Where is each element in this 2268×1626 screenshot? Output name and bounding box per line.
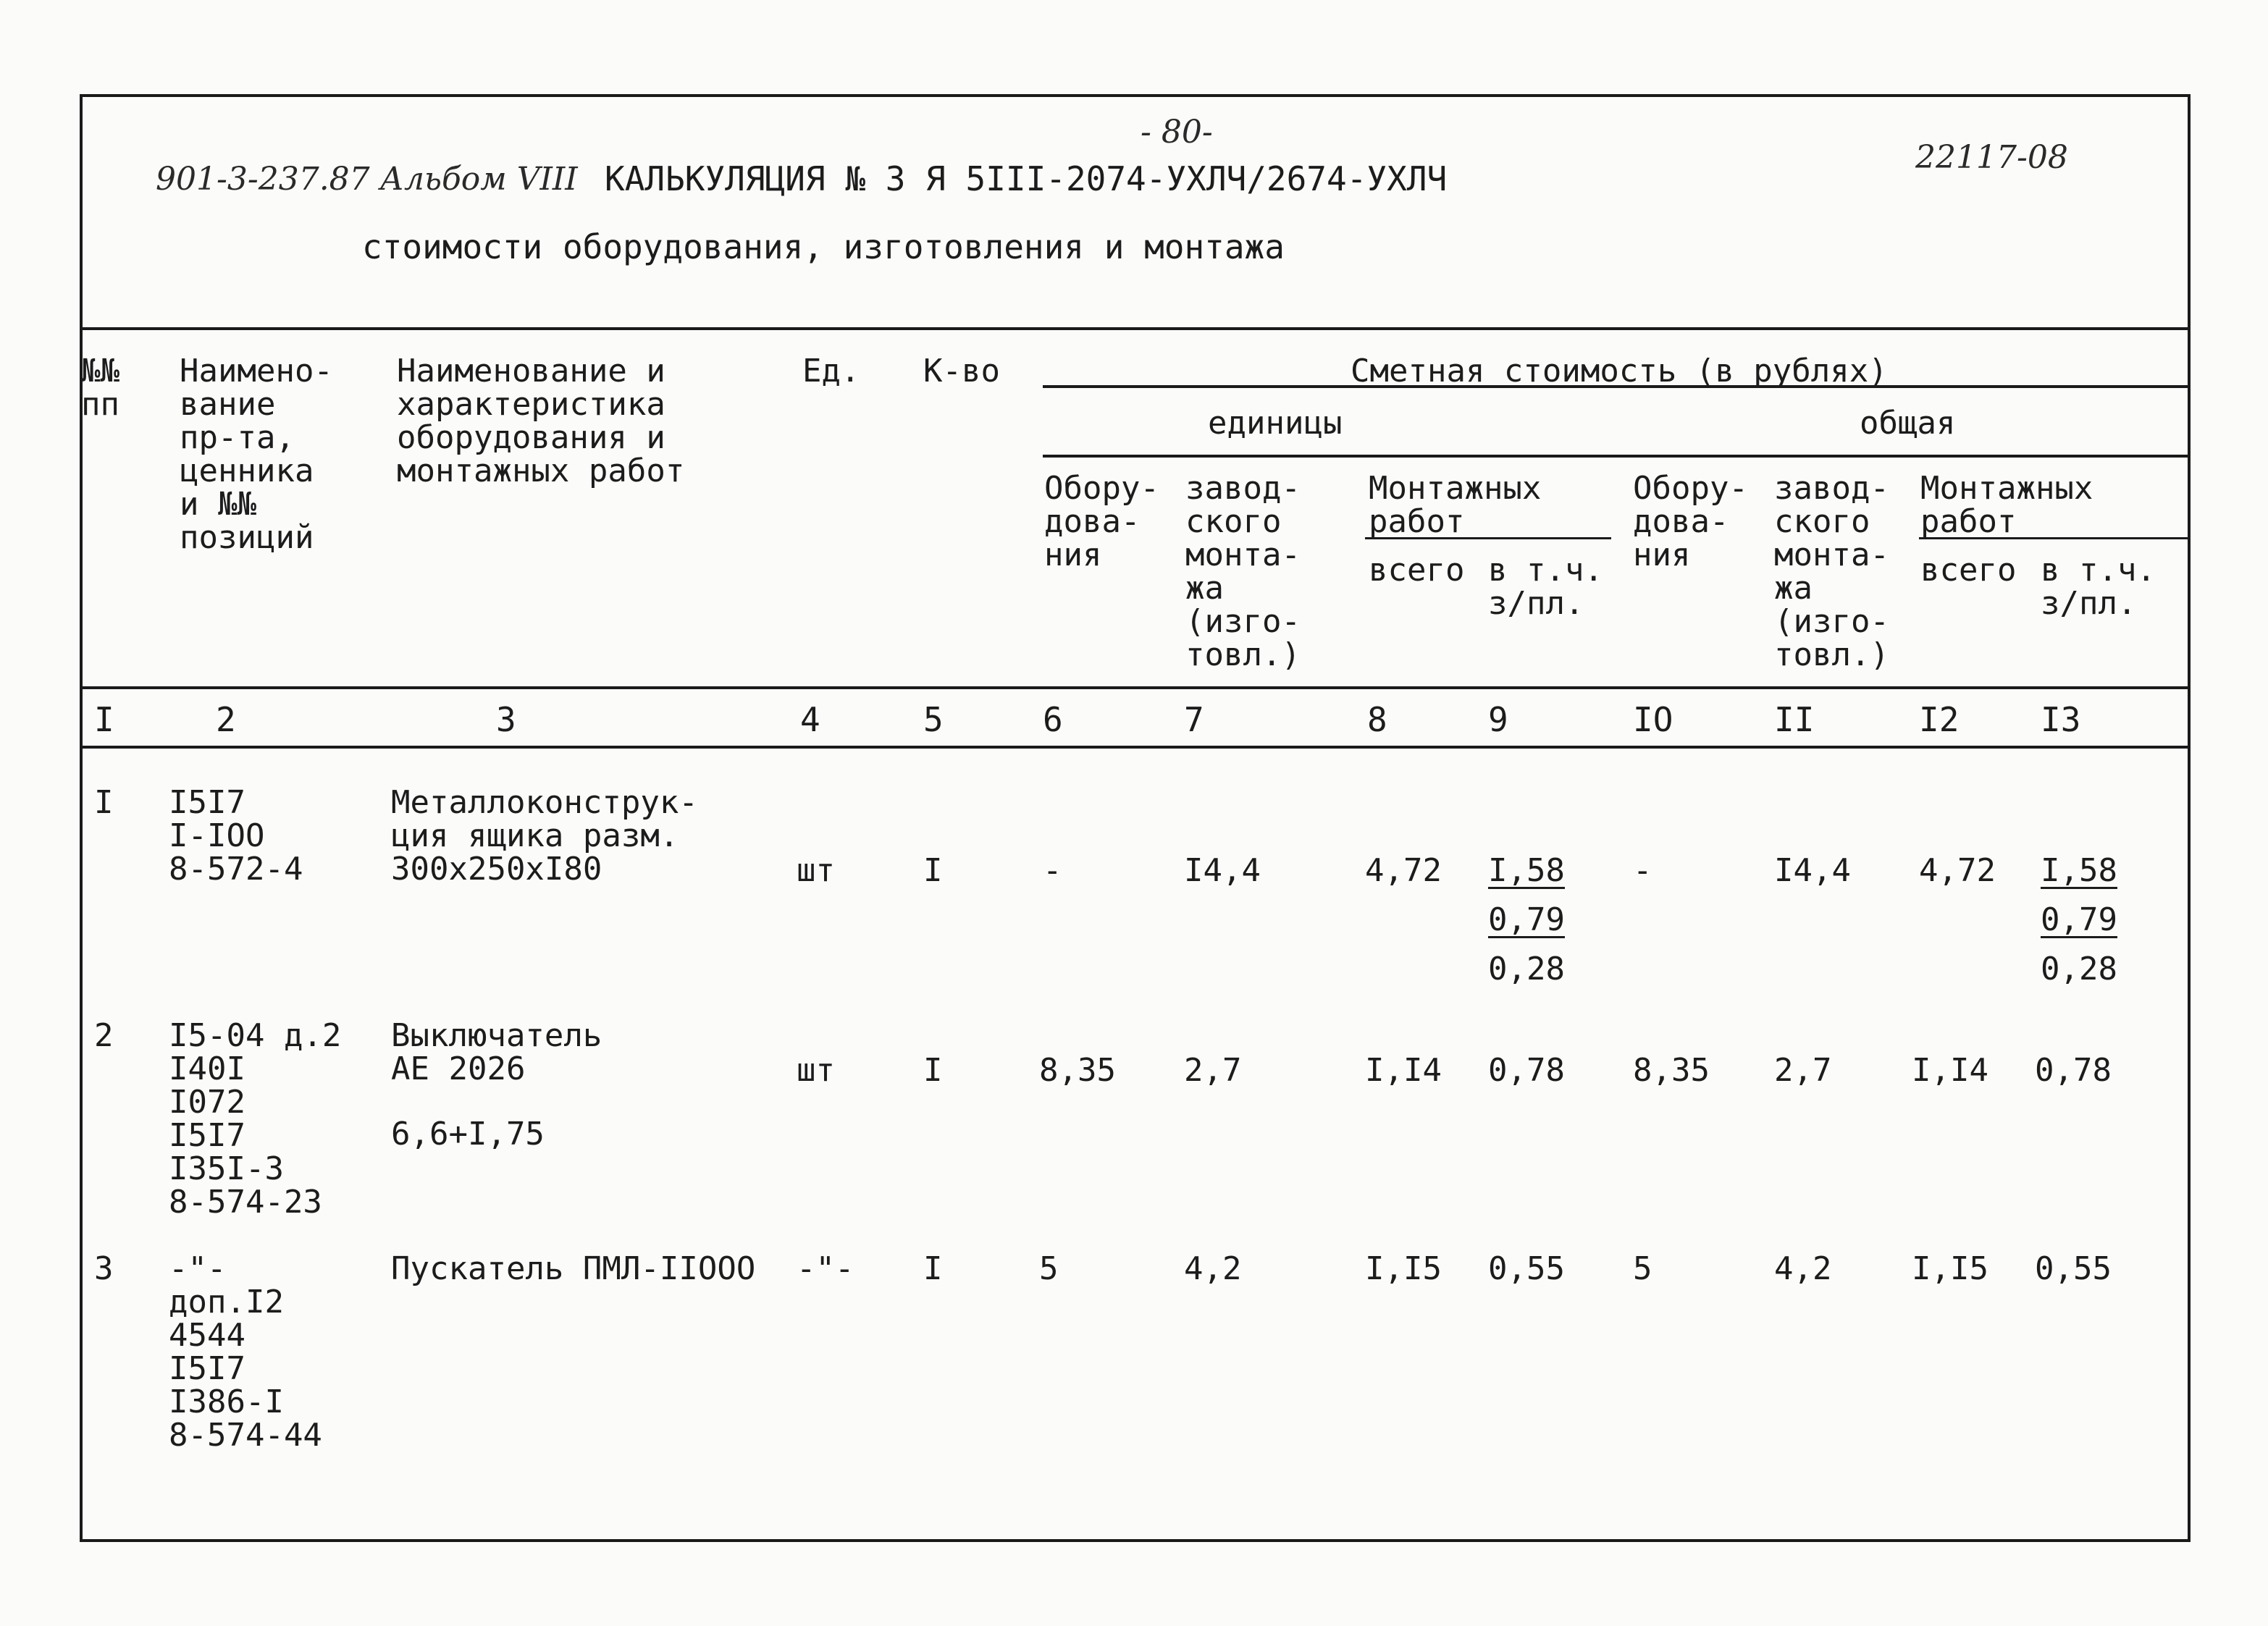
total-factory-cost: 2,7 [1774, 1052, 1832, 1089]
header-equipment-total: Обору- дова- ния [1633, 470, 1748, 573]
header-quantity: К-во [923, 353, 1000, 389]
page-number: - 80- [1141, 114, 1213, 151]
item-unit: шт [797, 1052, 835, 1089]
doc-code: 901-3-237.87 Альбом VIII [156, 161, 578, 198]
header-mount-unit: Монтажных работ [1369, 470, 1542, 540]
unit-mount-wage: 0,55 [1488, 1250, 1565, 1287]
column-number: II [1774, 700, 1815, 739]
total-mount-wage: 0,55 [2035, 1250, 2112, 1287]
total-factory-cost: 4,2 [1774, 1250, 1832, 1287]
column-number: IO [1633, 700, 1673, 739]
row-number: 3 [94, 1250, 114, 1287]
unit-mount-wage: 0,78 [1488, 1052, 1565, 1089]
total-mount-total: 4,72 [1919, 852, 1996, 889]
unit-mount-total: I,I4 [1365, 1052, 1442, 1089]
column-number: 7 [1184, 700, 1204, 739]
header-bottom-line [81, 686, 2189, 689]
total-mount-total: I,I4 [1912, 1052, 1988, 1089]
header-item-code: Наимено- вание пр-та, ценника и №№ позиций [180, 353, 333, 556]
column-number: I3 [2041, 700, 2081, 739]
unit-mount-wage-sub: 0,79 [1488, 901, 1565, 938]
header-mount-total-unit: всего [1369, 552, 1465, 589]
row-number: I [94, 784, 114, 821]
column-number: 2 [216, 700, 236, 739]
total-mount-wage: 0,78 [2035, 1052, 2112, 1089]
item-code: I5I7 I-IOO 8-572-4 [169, 784, 303, 888]
header-total-cost: общая [1860, 405, 1956, 442]
item-name: Металлоконструк- ция ящика разм. 300х250хI80 [391, 784, 698, 888]
unit-equipment-cost: - [1043, 852, 1062, 889]
header-mount-wage-total: в т.ч. з/пл. [2041, 552, 2156, 622]
header-item-name: Наименование и характеристика оборудования и монтажных работ [397, 353, 685, 489]
column-number: 8 [1367, 700, 1387, 739]
header-unit-cost: единицы [1208, 405, 1343, 442]
header-mount-total: Монтажных работ [1920, 470, 2093, 540]
total-factory-cost: I4,4 [1774, 852, 1851, 889]
total-mount-wage-sub: 0,79 [2041, 901, 2117, 938]
header-equipment-unit: Обору- дова- ния [1044, 470, 1159, 573]
column-numbers-line [81, 746, 2189, 749]
column-number: I [94, 700, 114, 739]
unit-equipment-cost: 5 [1039, 1250, 1059, 1287]
header-mount-total-total: всего [1920, 552, 2017, 589]
total-equipment-cost: - [1633, 852, 1652, 889]
unit-mount-total: I,I5 [1365, 1250, 1442, 1287]
item-unit: -"- [797, 1250, 854, 1287]
column-number: 9 [1488, 700, 1508, 739]
unit-factory-cost: 2,7 [1184, 1052, 1242, 1089]
header-line-subgroup [1043, 455, 2189, 458]
header-cost-group: Сметная стоимость (в рублях) [1351, 353, 1888, 389]
item-unit: шт [797, 852, 835, 889]
column-number: 4 [800, 700, 820, 739]
column-number: 6 [1043, 700, 1063, 739]
registration-number: 22117-08 [1915, 139, 2068, 176]
column-number: 3 [496, 700, 516, 739]
item-name-extra: 6,6+I,75 [391, 1116, 545, 1153]
column-number: I2 [1919, 700, 1960, 739]
unit-equipment-cost: 8,35 [1039, 1052, 1116, 1089]
unit-mount-wage: I,58 [1488, 852, 1565, 889]
unit-factory-cost: 4,2 [1184, 1250, 1242, 1287]
table-top-border [81, 327, 2189, 330]
total-mount-total: I,I5 [1912, 1250, 1988, 1287]
item-code: I5-04 д.2 I40I I072 I5I7 I35I-3 8-574-23 [169, 1017, 342, 1221]
document-title: КАЛЬКУЛЯЦИЯ № 3 Я 5III-2074-УХЛЧ/2674-УХЛЧ [605, 159, 1448, 198]
item-quantity: I [923, 1250, 943, 1287]
total-mount-wage-sub2: 0,28 [2041, 951, 2117, 987]
item-name: Пускатель ПМЛ-IIOOO [391, 1250, 756, 1287]
item-code: -"- доп.I2 4544 I5I7 I386-I 8-574-44 [169, 1250, 322, 1454]
header-factory-unit: завод- ского монта- жа (изго- товл.) [1185, 470, 1301, 673]
total-mount-wage: I,58 [2041, 852, 2117, 889]
header-unit: Ед. [802, 353, 860, 389]
item-quantity: I [923, 1052, 943, 1089]
item-quantity: I [923, 852, 943, 889]
unit-mount-total: 4,72 [1365, 852, 1442, 889]
unit-factory-cost: I4,4 [1184, 852, 1261, 889]
total-equipment-cost: 8,35 [1633, 1052, 1710, 1089]
header-mount-wage-unit: в т.ч. з/пл. [1488, 552, 1603, 622]
row-number: 2 [94, 1017, 114, 1054]
total-equipment-cost: 5 [1633, 1250, 1652, 1287]
header-row-number: №№ пп [81, 353, 119, 423]
column-number: 5 [923, 700, 944, 739]
header-factory-total: завод- ского монта- жа (изго- товл.) [1774, 470, 1889, 673]
document-subtitle: стоимости оборудования, изготовления и монтажа [362, 227, 1285, 266]
unit-mount-wage-sub2: 0,28 [1488, 951, 1565, 987]
item-name: Выключатель АЕ 2026 [391, 1017, 602, 1087]
